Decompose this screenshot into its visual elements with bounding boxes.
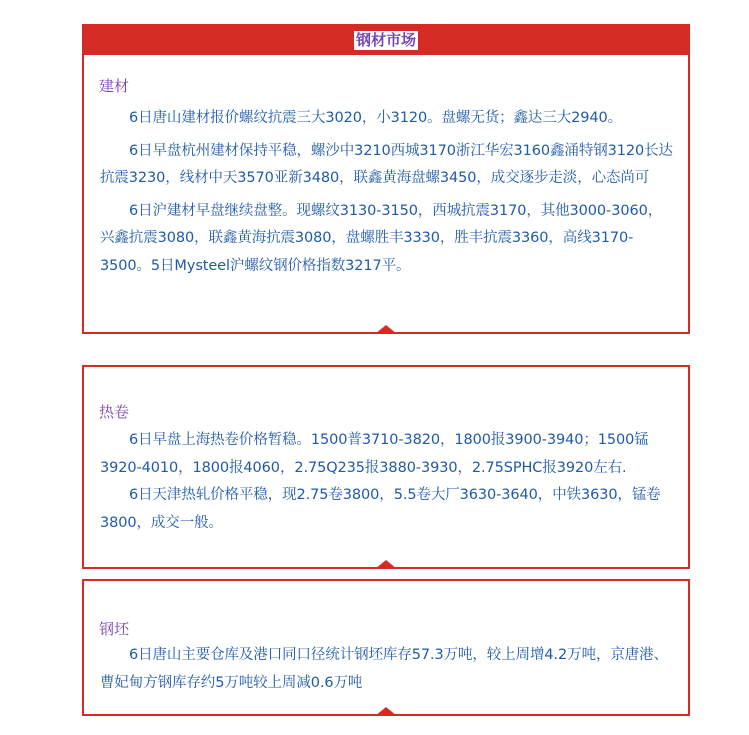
paragraph: 6日沪建材早盘继续盘整。现螺纹3130-3150，西城抗震3170，其他3000-3060，兴鑫抗震3080，联鑫黄海抗震3080，盘螺胜丰3330，胜丰抗震3360，高线3170-3500。5日Mysteel沪螺纹钢价格指数3217平。	[100, 202, 663, 274]
section-title: 钢坯	[99, 620, 130, 638]
paragraph: 6日唐山建材报价螺纹抗震三大3020，小3120。盘螺无货；鑫达三大2940。	[129, 110, 623, 126]
paragraph: 6日早盘杭州建材保持平稳，螺沙中3210西城3170浙江华宏3160鑫涌特钢3120长达抗震3230，线材中天3570亚新3480，联鑫黄海盘螺3450，成交逐步走淡，心态尚可	[100, 142, 673, 186]
section-title: 建材	[99, 77, 130, 95]
section-rejuan	[82, 365, 690, 569]
section-gangpi	[82, 579, 690, 716]
section-jiancai	[82, 24, 690, 334]
up-arrow-icon	[375, 325, 397, 334]
paragraph: 6日早盘上海热卷价格暂稳。1500普3710-3820，1800报3900-3940；1500锰3920-4010，1800报4060，2.75Q235报3880-3930，2.75SPHC报3920左右.	[100, 432, 649, 476]
header-title: 钢材市场	[355, 31, 416, 49]
section-title: 热卷	[99, 403, 130, 421]
up-arrow-icon	[375, 560, 397, 569]
section-header	[84, 26, 688, 55]
up-arrow-icon	[375, 707, 397, 716]
paragraph: 6日唐山主要仓库及港口同口径统计钢坯库存57.3万吨，较上周增4.2万吨，京唐港、曹妃甸方钢库存约5万吨较上周减0.6万吨	[100, 647, 668, 691]
paragraph: 6日天津热轧价格平稳，现2.75卷3800，5.5卷大厂3630-3640，中铁3630，锰卷3800，成交一般。	[100, 487, 661, 531]
